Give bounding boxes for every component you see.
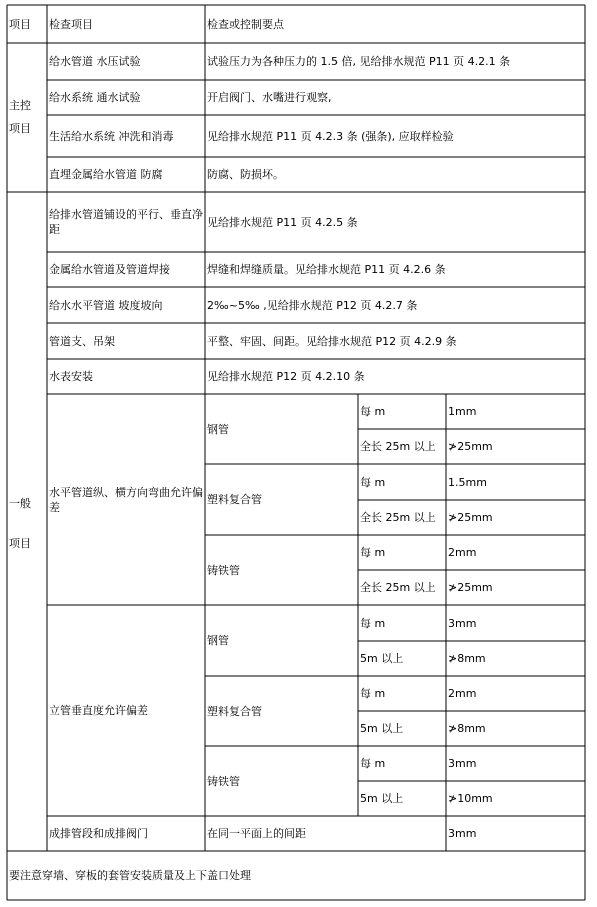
h-plastic-per-m: 每 m (360, 475, 386, 489)
h-plastic-total-value: ≯25mm (448, 511, 493, 524)
h-steel-per-m: 每 m (360, 405, 386, 418)
header-inspection-item: 检查项目 (49, 17, 93, 31)
v-material-cast-iron: 铸铁管 (207, 774, 240, 788)
v-material-plastic-composite: 塑料复合管 (207, 704, 262, 718)
h-material-plastic-composite: 塑料复合管 (207, 493, 262, 506)
valves-value: 3mm (448, 827, 477, 840)
v-plastic-per-m-value: 2mm (448, 687, 477, 700)
header-control-points: 检查或控制要点 (207, 17, 284, 31)
v-plastic-over-5m: 5m 以上 (360, 722, 404, 735)
v-iron-over-5m: 5m 以上 (360, 792, 404, 805)
h-material-steel: 钢管 (207, 422, 229, 436)
v-steel-over-5m: 5m 以上 (360, 652, 404, 665)
main-point-anticorrosion: 防腐、防损坏。 (207, 168, 284, 181)
v-iron-per-m-value: 3mm (448, 757, 477, 770)
general-point-meter: 见给排水规范 P12 页 4.2.10 条 (207, 370, 365, 383)
horizontal-deviation-item: 水平管道纵、横方向弯曲允许偏差 (49, 485, 203, 514)
general-point-slope: 2‰~5‰ ,见给排水规范 P12 页 4.2.7 条 (207, 298, 418, 312)
h-iron-total-value: ≯25mm (448, 581, 493, 594)
general-point-welding: 焊缝和焊缝质量。见给排水规范 P11 页 4.2.6 条 (207, 263, 446, 276)
main-point-flow-test: 开启阀门、水嘴进行观察, (207, 91, 332, 104)
main-point-pressure-test: 试验压力为各种压力的 1.5 倍, 见给排水规范 P11 页 4.2.1 条 (207, 55, 511, 68)
h-iron-per-m-value: 2mm (448, 546, 477, 559)
h-material-cast-iron: 铸铁管 (207, 563, 240, 577)
main-item-anticorrosion: 直埋金属给水管道 防腐 (49, 168, 163, 181)
footer-note: 要注意穿墙、穿板的套管安装质量及上下盖口处理 (9, 869, 251, 882)
main-point-flush-disinfect: 见给排水规范 P11 页 4.2.3 条 (强条), 应取样检验 (207, 129, 454, 143)
header-project: 项目 (9, 17, 31, 31)
valves-point: 在同一平面上的间距 (207, 827, 306, 840)
v-iron-over-5m-value: ≯10mm (448, 792, 493, 805)
v-steel-per-m-value: 3mm (448, 616, 477, 630)
main-control-label-line1: 主控 (9, 99, 31, 112)
vertical-deviation-item: 立管垂直度允许偏差 (49, 704, 148, 717)
general-point-spacing: 见给排水规范 P11 页 4.2.5 条 (207, 215, 358, 229)
h-plastic-per-m-value: 1.5mm (448, 475, 487, 489)
v-steel-per-m: 每 m (360, 616, 386, 630)
h-steel-total-value: ≯25mm (448, 440, 493, 453)
valves-item: 成排管段和成排阀门 (49, 827, 148, 840)
h-steel-total: 全长 25m 以上 (360, 440, 436, 453)
general-point-supports: 平整、牢固、间距。见给排水规范 P12 页 4.2.9 条 (207, 334, 457, 348)
h-iron-total: 全长 25m 以上 (360, 581, 436, 594)
main-item-flush-disinfect: 生活给水系统 冲洗和消毒 (49, 129, 174, 143)
h-steel-per-m-value: 1mm (448, 405, 477, 418)
v-steel-over-5m-value: ≯8mm (448, 652, 486, 665)
main-item-pressure-test: 给水管道 水压试验 (49, 55, 141, 68)
h-plastic-total: 全长 25m 以上 (360, 511, 436, 524)
general-item-slope: 给水水平管道 坡度坡向 (49, 298, 163, 312)
general-item-meter: 水表安装 (49, 370, 93, 383)
general-item-welding: 金属给水管道及管道焊接 (49, 263, 170, 276)
v-plastic-over-5m-value: ≯8mm (448, 722, 486, 735)
main-item-flow-test: 给水系统 通水试验 (49, 91, 141, 104)
v-material-steel: 钢管 (207, 634, 229, 647)
main-control-label-line2: 项目 (9, 122, 31, 135)
v-plastic-per-m: 每 m (360, 687, 386, 700)
general-label-line2: 项目 (9, 537, 31, 550)
general-label-line1: 一般 (9, 497, 31, 510)
general-item-spacing: 给排水管道铺设的平行、垂直净距 (49, 208, 203, 236)
h-iron-per-m: 每 m (360, 546, 386, 559)
general-item-supports: 管道支、吊架 (49, 334, 115, 348)
v-iron-per-m: 每 m (360, 757, 386, 770)
